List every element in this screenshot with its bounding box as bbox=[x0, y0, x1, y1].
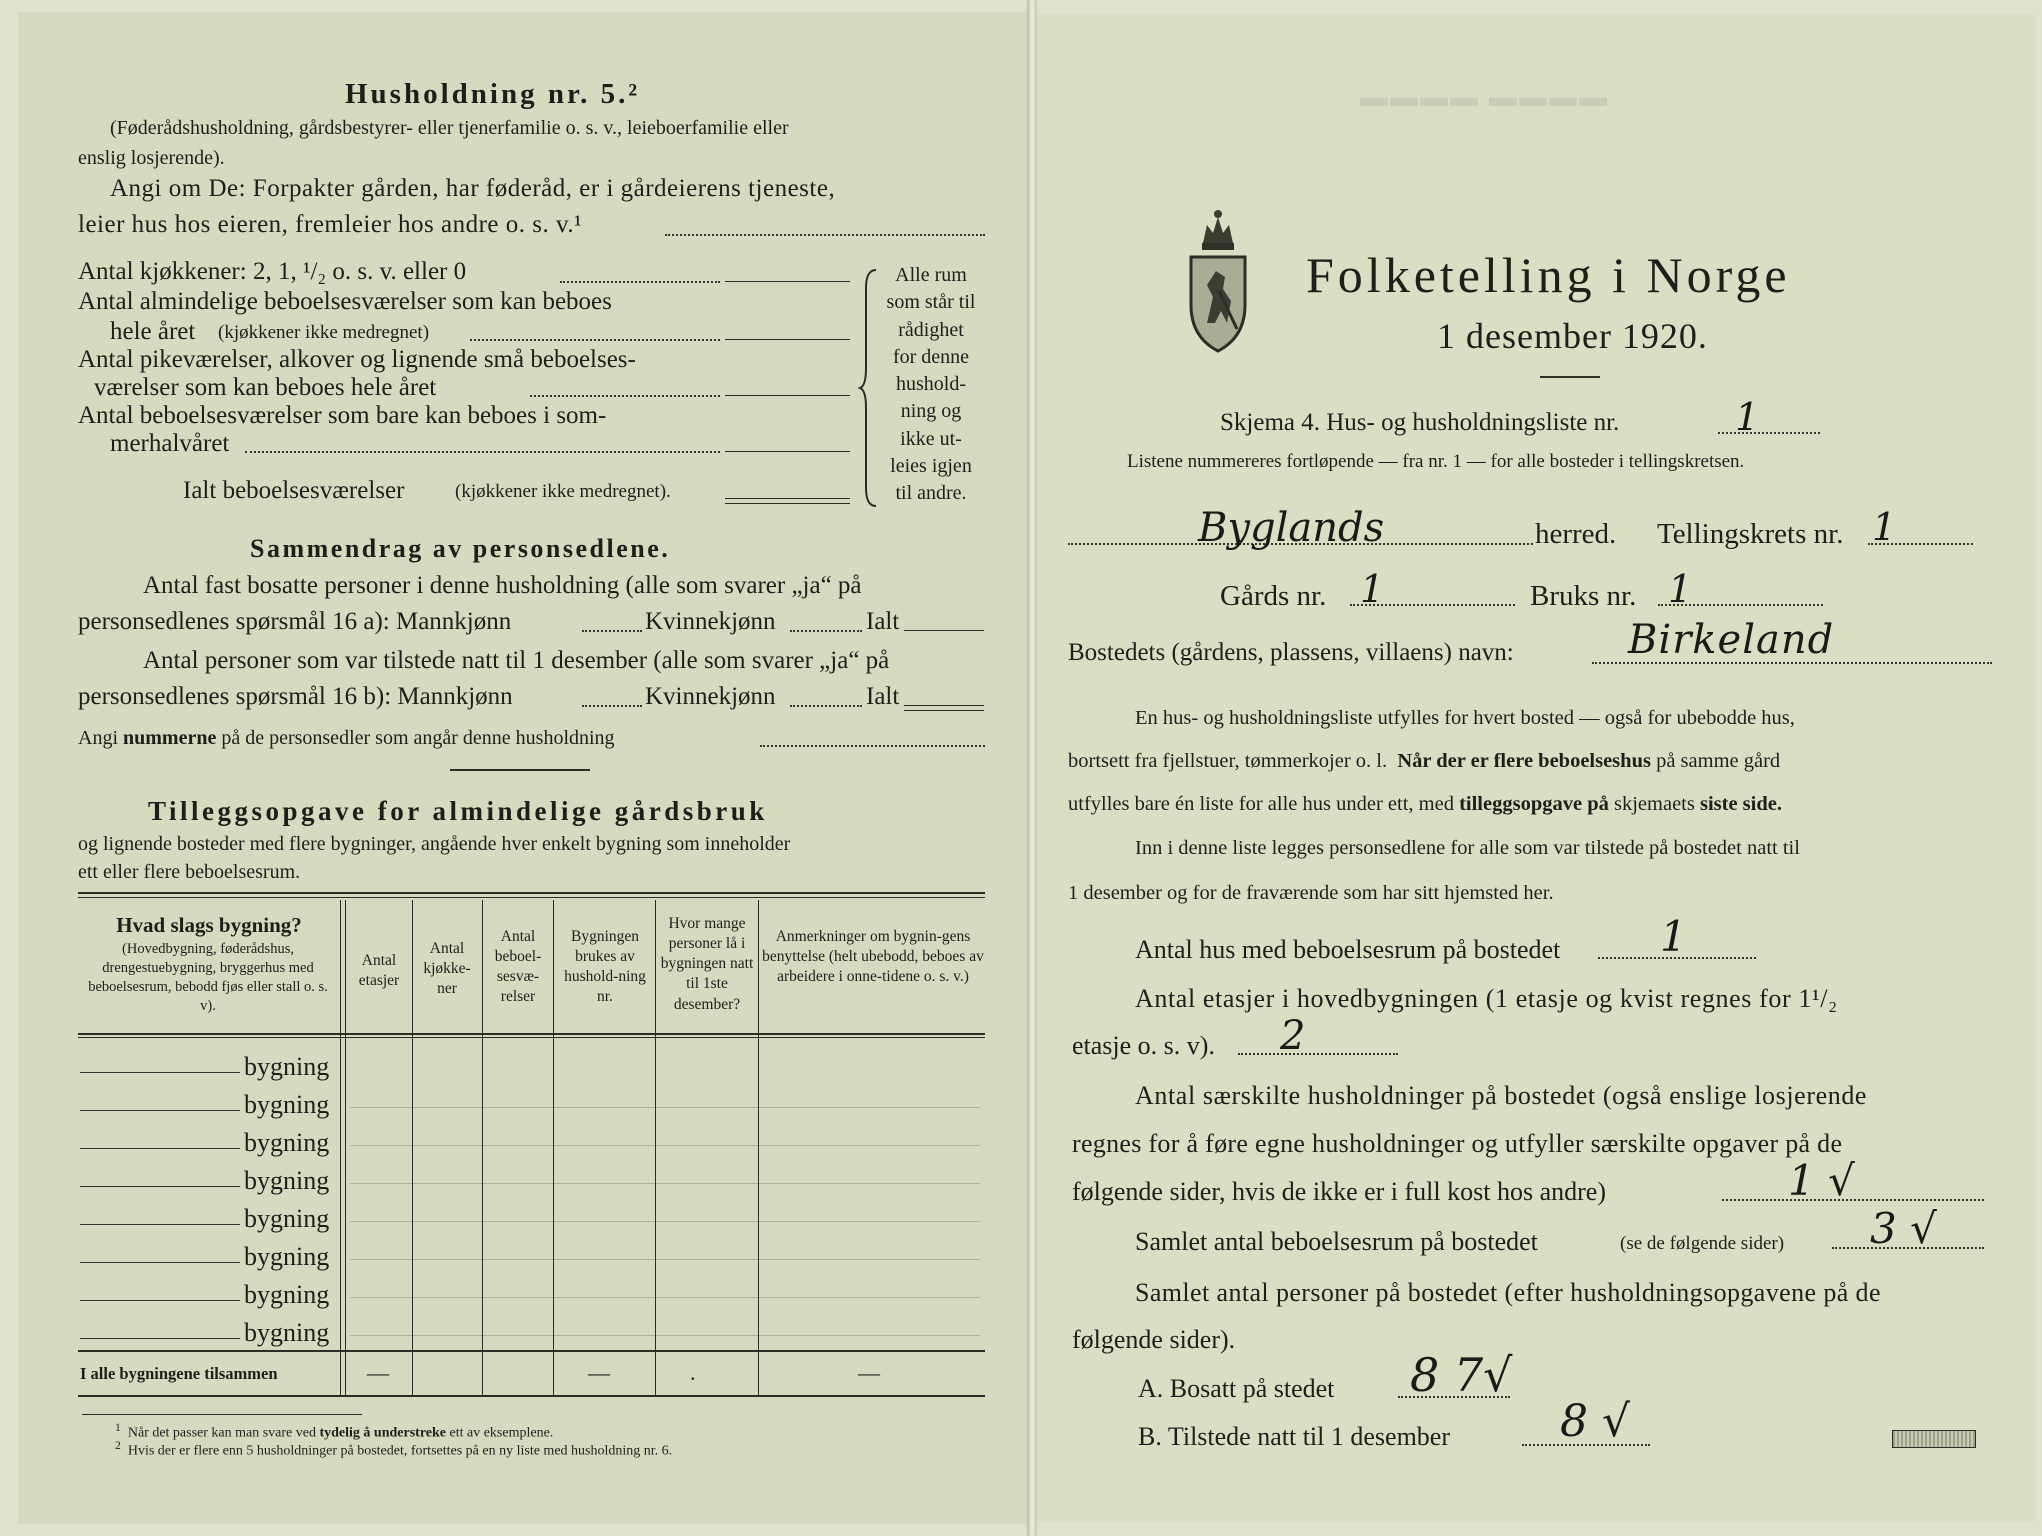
numbers-label-pre: Angi bbox=[78, 727, 118, 749]
households-value[interactable]: 1 √ bbox=[1788, 1156, 1855, 1205]
page-fold bbox=[1027, 0, 1037, 1536]
present-line bbox=[1522, 1444, 1650, 1446]
footnote-1 bbox=[115, 1422, 553, 1441]
summer-rooms-leader bbox=[245, 451, 720, 453]
tellingskrets-label: Tellingskrets nr. bbox=[1657, 518, 1844, 550]
side-note-line: rådighet bbox=[898, 318, 964, 341]
total-rooms-label: Ialt beboelsesværelser bbox=[183, 477, 405, 504]
households-label-1: Antal særskilte husholdninger på bostedet (også enslige losjerende bbox=[1135, 1081, 1868, 1110]
footnote-1-mark: 1 bbox=[115, 1421, 121, 1434]
col-divider bbox=[340, 900, 341, 1395]
building-type-field[interactable] bbox=[80, 1300, 240, 1301]
building-type-field[interactable] bbox=[80, 1110, 240, 1111]
houses-value[interactable]: 1 bbox=[1660, 912, 1687, 961]
present-value[interactable]: 8 √ bbox=[1560, 1396, 1631, 1447]
herred-value[interactable]: Byglands bbox=[1198, 505, 1385, 551]
gards-label: Gårds nr. bbox=[1220, 580, 1327, 612]
row-label: bygning bbox=[244, 1204, 330, 1233]
households-line bbox=[1722, 1199, 1984, 1201]
numbers-label bbox=[78, 728, 615, 748]
households-label-3: følgende sider, hvis de ikke er i full kost hos andre) bbox=[1072, 1177, 1606, 1206]
floors-label-1: Antal etasjer i hovedbygningen (1 etasje og kvist regnes for 1¹/₂ bbox=[1135, 984, 1838, 1013]
col-header-persons: Hvor mange personer lå i bygningen natt til 1ste desember? bbox=[660, 915, 754, 1013]
summer-rooms-label-1: Antal beboelsesværelser som bare kan beboes i som- bbox=[78, 402, 607, 429]
kitchens-label: Antal kjøkkener: 2, 1, ¹/₂ o. s. v. eller 0 bbox=[78, 258, 467, 285]
row-label: bygning bbox=[244, 1280, 330, 1309]
total-remarks-dash: — bbox=[858, 1360, 880, 1385]
total-rooms-double-line bbox=[725, 503, 850, 504]
total-rooms-site-line bbox=[1832, 1247, 1984, 1249]
side-note-line: til andre. bbox=[895, 482, 967, 505]
footnote-2-text: Hvis der er flere enn 5 husholdninger på bostedet, fortsettes på en ny liste med husholdning nr. 6. bbox=[127, 1443, 673, 1459]
col-header-type-title: Hvad slags bygning? bbox=[116, 913, 302, 937]
household-title: Husholdning nr. 5.² bbox=[345, 78, 641, 110]
side-note-line: for denne bbox=[892, 345, 970, 368]
summer-rooms-answer-line[interactable] bbox=[725, 451, 850, 452]
maid-rooms-leader bbox=[530, 395, 720, 397]
col-header-kitchens: Antal kjøkke-ner bbox=[423, 940, 471, 998]
kitchens-leader bbox=[560, 281, 720, 283]
title-divider bbox=[1540, 376, 1600, 378]
present-male-field[interactable] bbox=[582, 705, 642, 707]
summary-resident-line-1: Antal fast bosatte personer i denne husholdning (alle som svarer „ja“ på bbox=[143, 572, 862, 599]
bosted-value[interactable]: Birkeland bbox=[1628, 617, 1835, 663]
footnote-2-mark: 2 bbox=[115, 1439, 121, 1452]
table-top-rule bbox=[78, 892, 985, 894]
resident-female-label: Kvinnekjønn bbox=[645, 608, 776, 635]
floors-value[interactable]: 2 bbox=[1280, 1013, 1306, 1059]
numbering-note: Listene nummereres fortløpende — fra nr. 1 — for alle bosteder i tellingskretsen. bbox=[1127, 451, 1745, 472]
resident-value[interactable]: 8 7√ bbox=[1410, 1348, 1513, 1402]
instruction-line-4: Inn i denne liste legges personsedlene for alle som var tilstede på bostedet natt til bbox=[1135, 837, 1800, 859]
table-bottom-rule bbox=[78, 1395, 985, 1397]
household-intro-line-1: (Føderådshusholdning, gårdsbestyrer- eller tjenerfamilie o. s. v., leieboerfamilie eller bbox=[110, 117, 789, 139]
total-floors-dash: — bbox=[367, 1360, 389, 1385]
instruction-line-2a: bortsett fra fjellstuer, tømmerkojer o. l. bbox=[1068, 750, 1388, 772]
kitchens-answer-line[interactable] bbox=[725, 281, 850, 282]
footnote-1-pre: Når det passer kan man svare ved bbox=[127, 1425, 316, 1441]
households-label-2: regnes for å føre egne husholdninger og utfyller særskilte opgaver på de bbox=[1072, 1129, 1843, 1158]
table-total-rule bbox=[78, 1350, 985, 1352]
resident-female-field[interactable] bbox=[790, 630, 862, 632]
total-rooms-site-note: (se de følgende sider) bbox=[1620, 1233, 1785, 1254]
addendum-line-1: og lignende bosteder med flere bygninger, angående hver enkelt bygning som inneholder bbox=[78, 833, 791, 855]
col-header-rooms: Antal beboel-sesvæ-relser bbox=[494, 928, 542, 1006]
list-number-value[interactable]: 1 bbox=[1735, 395, 1760, 439]
census-date: 1 desember 1920. bbox=[1437, 316, 1708, 356]
numbers-field[interactable] bbox=[760, 745, 985, 747]
floors-line bbox=[1238, 1053, 1398, 1055]
present-total-label: Ialt bbox=[866, 683, 900, 710]
instruction-line-3c: skjemaets bbox=[1614, 793, 1695, 815]
building-type-field[interactable] bbox=[80, 1072, 240, 1073]
bleed-through-text: ▬▬▬▬ ▬▬▬▬ bbox=[1360, 82, 1609, 113]
norwegian-coat-of-arms-icon bbox=[1183, 205, 1253, 355]
total-persons-dot: . bbox=[690, 1360, 696, 1385]
side-note-line: som står til bbox=[886, 291, 976, 314]
row-label: bygning bbox=[244, 1052, 330, 1081]
instruction-line-5: 1 desember og for de fraværende som har sitt hjemsted her. bbox=[1068, 882, 1554, 904]
instruction-line-3b: tilleggsopgave på bbox=[1459, 793, 1609, 815]
numbers-label-post: på de personsedler som angår denne husholdning bbox=[221, 727, 615, 749]
census-title: Folketelling i Norge bbox=[1306, 247, 1791, 303]
list-number-line bbox=[1718, 432, 1820, 434]
side-note-line: ning og bbox=[900, 400, 962, 423]
gards-line bbox=[1350, 604, 1515, 606]
gards-value[interactable]: 1 bbox=[1360, 567, 1385, 611]
present-female-field[interactable] bbox=[790, 705, 862, 707]
maid-rooms-answer-line[interactable] bbox=[725, 395, 850, 396]
maid-rooms-label-2: værelser som kan beboes hele året bbox=[94, 374, 437, 401]
side-note-line: Alle rum bbox=[895, 264, 967, 286]
resident-total-field[interactable] bbox=[904, 630, 984, 631]
building-type-field[interactable] bbox=[80, 1224, 240, 1225]
common-rooms-label-2: hele året bbox=[110, 318, 196, 345]
footnote-rule bbox=[82, 1414, 362, 1415]
total-persons-label-2: følgende sider). bbox=[1072, 1325, 1236, 1354]
instruction-line-3d: siste side. bbox=[1699, 793, 1782, 815]
resident-line bbox=[1398, 1396, 1510, 1398]
bosted-line bbox=[1592, 662, 1992, 664]
resident-total-label: Ialt bbox=[866, 608, 900, 635]
summary-resident-line-2: personsedlenes spørsmål 16 a): Mannkjønn bbox=[78, 608, 512, 635]
schema-label: Skjema 4. Hus- og husholdningsliste nr. bbox=[1220, 409, 1620, 436]
bruks-label: Bruks nr. bbox=[1530, 580, 1637, 612]
household-intro-line-2: enslig losjerende). bbox=[78, 147, 225, 169]
summary-present-line-2: personsedlenes spørsmål 16 b): Mannkjønn bbox=[78, 683, 513, 710]
section-divider bbox=[450, 769, 590, 771]
common-rooms-label-1: Antal almindelige beboelsesværelser som kan beboes bbox=[78, 288, 612, 315]
angi-line-1: Angi om De: Forpakter gården, har føderåd, er i gårdeierens tjeneste, bbox=[110, 175, 836, 202]
row-label: bygning bbox=[244, 1318, 330, 1347]
bruks-line bbox=[1658, 604, 1823, 606]
row-label: bygning bbox=[244, 1128, 330, 1157]
bruks-value[interactable]: 1 bbox=[1668, 567, 1693, 611]
col-header-remarks: Anmerkninger om bygnin-gens benyttelse (helt ubebodd, beboes av arbeidere i onne-tidene o. s. v.) bbox=[762, 928, 984, 986]
floors-label-2: etasje o. s. v). bbox=[1072, 1031, 1215, 1060]
row-label: bygning bbox=[244, 1090, 330, 1119]
side-note-line: leies igjen bbox=[890, 455, 972, 478]
col-divider bbox=[345, 900, 346, 1395]
summary-title: Sammendrag av personsedlene. bbox=[250, 534, 671, 563]
total-rooms-site-value[interactable]: 3 √ bbox=[1870, 1204, 1937, 1253]
common-rooms-answer-line[interactable] bbox=[725, 339, 850, 340]
instruction-line-2b: Når der er flere beboelseshus bbox=[1397, 750, 1651, 772]
present-female-label: Kvinnekjønn bbox=[645, 683, 776, 710]
instruction-line-2 bbox=[1068, 751, 1780, 772]
instruction-line-3 bbox=[1068, 794, 1782, 815]
footnote-1-bold: tydelig å understreke bbox=[319, 1425, 446, 1441]
common-rooms-note: (kjøkkener ikke medregnet) bbox=[218, 322, 430, 343]
resident-label: A. Bosatt på stedet bbox=[1138, 1374, 1335, 1403]
table-header-rule-2 bbox=[78, 1037, 985, 1038]
addendum-title: Tilleggsopgave for almindelige gårdsbruk bbox=[148, 796, 768, 826]
tellingskrets-value[interactable]: 1 bbox=[1872, 505, 1897, 549]
footnote-2 bbox=[115, 1440, 672, 1459]
instruction-line-2c: på samme gård bbox=[1656, 750, 1781, 772]
col-header-household-no: Bygningen brukes av hushold-ning nr. bbox=[564, 928, 646, 1006]
col-header-type-sub: (Hovedbygning, føderådshus, drengestuebygning, bryggerhus med beboelsesrum, bebodd fjøs eller stall o. s. v). bbox=[88, 941, 328, 1014]
present-total-double-line bbox=[904, 710, 984, 711]
total-rooms-answer-line[interactable] bbox=[725, 498, 850, 499]
table-cell-rules bbox=[350, 1070, 980, 1340]
total-rooms-site-label: Samlet antal beboelsesrum på bostedet bbox=[1135, 1227, 1538, 1256]
col-header-floors: Antal etasjer bbox=[358, 952, 400, 990]
tellingskrets-line bbox=[1868, 543, 1973, 545]
footnote-1-post: ett av eksemplene. bbox=[449, 1425, 554, 1441]
total-row-label: I alle bygningene tilsammen bbox=[80, 1364, 278, 1383]
side-note-line: ikke ut- bbox=[900, 427, 962, 450]
table-header-rule bbox=[78, 1033, 985, 1035]
row-label: bygning bbox=[244, 1166, 330, 1195]
summary-present-line-1: Antal personer som var tilstede natt til 1 desember (alle som svarer „ja“ på bbox=[143, 647, 890, 674]
printer-stamp bbox=[1892, 1430, 1976, 1448]
instruction-line-1: En hus- og husholdningsliste utfylles for hvert bosted — også for ubebodde hus, bbox=[1135, 707, 1795, 729]
building-type-field[interactable] bbox=[80, 1148, 240, 1149]
bosted-label: Bostedets (gårdens, plassens, villaens) navn: bbox=[1068, 639, 1514, 666]
resident-male-field[interactable] bbox=[582, 630, 642, 632]
addendum-line-2: ett eller flere beboelsesrum. bbox=[78, 861, 301, 883]
side-note-line: hushold- bbox=[896, 373, 966, 396]
angi-line-2: leier hus hos eieren, fremleier hos andre o. s. v.¹ bbox=[78, 211, 583, 238]
building-type-field[interactable] bbox=[80, 1338, 240, 1339]
common-rooms-leader bbox=[470, 339, 720, 341]
summer-rooms-label-2: merhalvåret bbox=[110, 430, 230, 457]
total-persons-label-1: Samlet antal personer på bostedet (efter husholdningsopgavene på de bbox=[1135, 1278, 1881, 1307]
angi-answer-line[interactable] bbox=[665, 234, 985, 236]
table-top-rule-2 bbox=[78, 897, 985, 898]
houses-line bbox=[1598, 957, 1756, 959]
maid-rooms-label-1: Antal pikeværelser, alkover og lignende små beboelses- bbox=[78, 346, 636, 373]
total-rooms-note: (kjøkkener ikke medregnet). bbox=[455, 481, 671, 502]
instruction-line-3a: utfylles bare én liste for alle hus under ett, med bbox=[1068, 793, 1454, 815]
present-total-field[interactable] bbox=[904, 705, 984, 706]
building-type-field[interactable] bbox=[80, 1186, 240, 1187]
total-household-dash: — bbox=[588, 1360, 610, 1385]
side-note bbox=[876, 262, 986, 508]
herred-label: herred. bbox=[1535, 518, 1617, 550]
present-label: B. Tilstede natt til 1 desember bbox=[1138, 1422, 1450, 1451]
row-label: bygning bbox=[244, 1242, 330, 1271]
numbers-label-bold: nummerne bbox=[123, 727, 217, 749]
building-type-field[interactable] bbox=[80, 1262, 240, 1263]
houses-label: Antal hus med beboelsesrum på bostedet bbox=[1135, 935, 1561, 964]
